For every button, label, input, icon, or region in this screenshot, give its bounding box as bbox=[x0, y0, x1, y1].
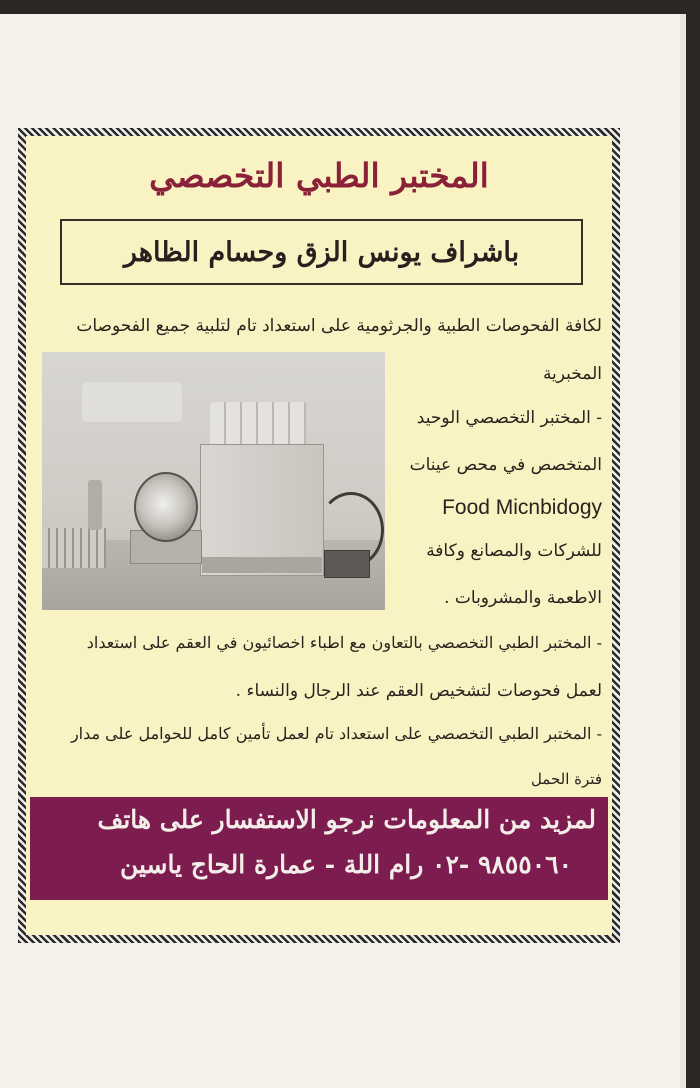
lab-equipment-photo bbox=[42, 352, 385, 610]
photo-device bbox=[324, 550, 370, 578]
photo-lamp bbox=[82, 382, 182, 422]
scan-right-margin bbox=[680, 14, 686, 1088]
scan-top-edge bbox=[0, 0, 700, 14]
photo-bench bbox=[42, 528, 106, 568]
photo-bottle bbox=[88, 480, 102, 530]
service-line-2: المتخصص في محص عينات bbox=[409, 455, 602, 475]
pregnancy-line-2: فترة الحمل bbox=[530, 770, 602, 788]
service-line-4: للشركات والمصانع وكافة bbox=[426, 541, 602, 561]
photo-sterilizer bbox=[134, 472, 198, 542]
supervisor-box bbox=[60, 219, 583, 285]
photo-cans bbox=[210, 402, 306, 446]
service-line-3: Food Micnbidogy bbox=[442, 496, 602, 519]
fertility-line-2: لعمل فحوصات لتشخيص العقم عند الرجال والنساء . bbox=[235, 681, 602, 701]
contact-line-1: لمزيد من المعلومات نرجو الاستفسار على هاتف bbox=[97, 805, 596, 834]
supervisor-text: باشراف يونس الزق وحسام الظاهر bbox=[123, 236, 520, 268]
service-line-1: - المختبر التخصصي الوحيد bbox=[416, 408, 602, 428]
advertisement-frame bbox=[18, 128, 620, 943]
photo-incubator-base bbox=[202, 557, 322, 573]
fertility-line-1: - المختبر الطبي التخصصي بالتعاون مع اطباء اخصائيون في العقم على استعداد bbox=[86, 633, 602, 652]
service-line-5: الاطعمة والمشروبات . bbox=[444, 588, 602, 608]
intro-line: لكافة الفحوصات الطبية والجرثومية على استعداد تام لتلبية جميع الفحوصات bbox=[76, 316, 602, 336]
contact-banner bbox=[30, 797, 608, 900]
contact-line-2: ٩٨٥٥٠٦٠ -٠٢ رام اللة - عمارة الحاج ياسين bbox=[119, 850, 572, 879]
advertisement-panel bbox=[26, 136, 612, 935]
ad-title: المختبر الطبي التخصصي bbox=[149, 156, 489, 195]
scan-right-edge bbox=[686, 0, 700, 1088]
intro-line-cont: المخبرية bbox=[542, 364, 602, 384]
pregnancy-line-1: - المختبر الطبي التخصصي على استعداد تام لعمل تأمين كامل للحوامل على مدار bbox=[70, 724, 602, 743]
